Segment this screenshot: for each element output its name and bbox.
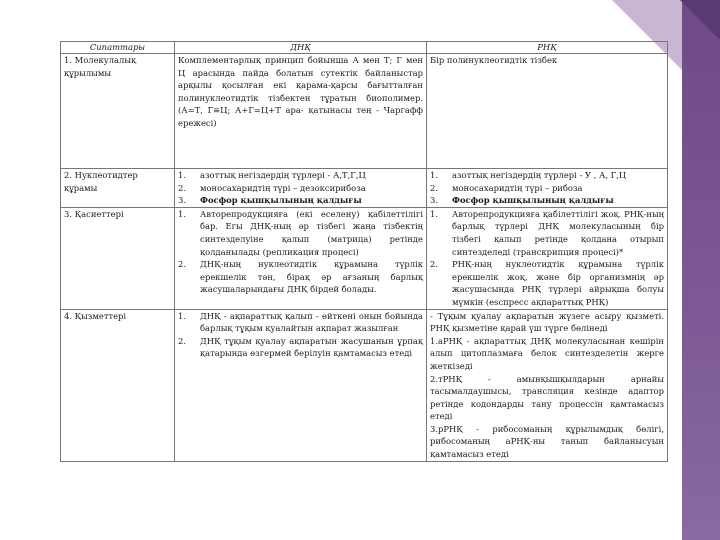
table-row: [61, 309, 668, 461]
table-row: [61, 207, 668, 309]
list-item: 2. ДНҚ тұқым қуалау ақпаратын жасушанын ұрпақ қатарында өзгермей берілуін қамтамасыз етеді: [178, 335, 423, 359]
dna-cell: [175, 309, 427, 461]
row-label: 2. Нуклеотидтер құрамы: [61, 169, 175, 208]
list-item: 3. Фосфор қышқылының қалдығы: [430, 195, 614, 206]
table-row: [61, 169, 668, 208]
header-dna: ДНҚ: [175, 42, 427, 54]
rna-cell: [427, 169, 668, 208]
table-header-row: [61, 42, 668, 54]
decorative-corner-dark: [680, 0, 720, 40]
rna-cell: [427, 309, 668, 461]
table-row: [61, 54, 668, 169]
comparison-table: [60, 41, 668, 462]
rna-cell: [427, 207, 668, 309]
header-properties: Сипаттары: [61, 42, 175, 54]
list-item: 2. моносахаридтің түрі – рибоза: [430, 182, 583, 193]
list-item: 1. азоттық негіздердің түрлері - А,Т,Г,Ц: [178, 170, 366, 180]
list-item: 2.тРНҚ - амынқышқылдарын арнайы тасымалдаушысы, трансляция кезінде адаптор ретінде кодондарды тану процессін қамтамасыз етеді: [430, 373, 664, 422]
list-item: 3.рРНҚ - рибосоманың құрылымдық бөлігі, рибосоманың аРНҚ-ны танып байланысуын қамтамасыз етеді: [430, 423, 664, 460]
list-item: 1. ДНҚ - ақпараттық қалып - өйткені онын бойында барлық тұқым қуалайтын ақпарат жазылған: [178, 310, 423, 334]
list-item: 1. азоттық негіздердің түрлері - У , А, Г,Ц: [430, 170, 627, 180]
dna-cell: [175, 207, 427, 309]
list-item: 2. ДНҚ-ның нуклеотидтік құрамына түрлік ерекшелік тән, бірақ әр ағзаның барлық жасушаларындағы ДНҚ бірдей болады.: [178, 259, 423, 295]
list-item: 2. РНҚ-ның нуклеотидтік құрамына түрлік ерекшелік жоқ, және бір организмнің әр жасушасында РНҚ түрлері айрықша болуы мүмкін (еscпресс ақпараттық РНҚ): [430, 259, 664, 307]
row-label: 4. Қызметтері: [61, 309, 175, 461]
dna-cell: Комплементарлық принцип бойынша А мен Т; Г мен Ц арасында пайда болатын сутектік байланыстар арқылы қосылған екі қарама-қарсы бағытталған полинуклеотидтік тізбектен тұратын биополимер. (А=Т, Г≡Ц; А+Г=Ц+Т ара- қатынасы тең - Чаргафф ережесі): [175, 54, 427, 169]
header-rna: РНҚ: [427, 42, 668, 54]
list-item: - Тұқым қуалау ақпаратын жүзеге асыру қызметі. РНҚ қызметіне қарай үш түрге бөлінеді: [430, 310, 664, 334]
list-item: 3. Фосфор қышқылының қалдығы: [178, 195, 362, 206]
decorative-side-strip: [682, 0, 720, 540]
row-label: 3. Қасиеттері: [61, 207, 175, 309]
row-label: 1. Молекулалық құрылымы: [61, 54, 175, 169]
list-item: 1. Авторепродукцияға (екі еселену) қабілеттілігі бар. Егы ДНҚ-ның әр тізбегі жаңа тізбектің синтезделуіне қалып (матрица) ретінде қолданылады (репликация процесі): [178, 208, 423, 257]
rna-cell: Бір полинуклеотидтік тізбек: [427, 54, 668, 169]
list-item: 2. моносахаридтің түрі – дезоксирибоза: [178, 182, 366, 193]
list-item: 1. Авторепродукцияға қабілеттілігі жоқ. РНҚ-ның барлық түрлері ДНҚ молекуласының бір тізбегі қалып ретінде қолдана отырып синтезделеді (транскрипция процесі)*: [430, 208, 664, 257]
dna-cell: [175, 169, 427, 208]
list-item: 1.аРНҚ - ақпараттық ДНҚ молекуласынан көшірін алып цитоплазмаға белок синтезделетін жерге жеткізеді: [430, 335, 664, 371]
